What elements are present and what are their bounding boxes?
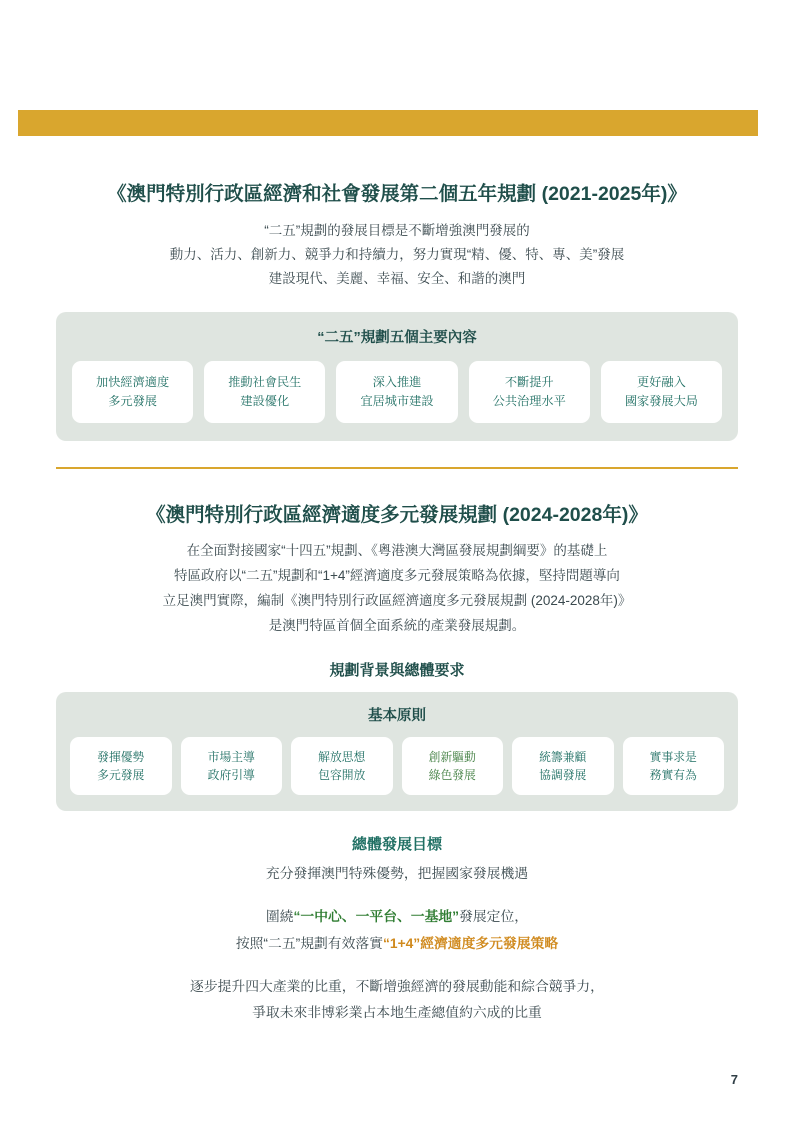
section2-body <box>56 539 738 639</box>
goal-tail-line-2: 爭取未來非博彩業占本地生產總值約六成的比重 <box>252 1004 542 1020</box>
section2-panel-title: 基本原則 <box>368 708 426 724</box>
section1-card-list <box>72 361 722 423</box>
goal-highlight-strategy: “1+4”經濟適度多元發展策略 <box>383 936 559 952</box>
section1-subtitle-line-2: 動力、活力、創新力、競爭力和持續力，努力實現“精、優、特、專、美”發展 <box>169 246 625 262</box>
goal-highlight-line-2 <box>56 930 738 958</box>
card-line: 更好融入 <box>637 375 686 390</box>
card-item <box>402 737 504 795</box>
card-line: 務實有為 <box>649 768 697 782</box>
card-item <box>181 737 283 795</box>
goal-text: 圍繞 <box>265 908 294 924</box>
overall-goal-tail <box>56 974 738 1025</box>
section2-panel <box>56 692 738 811</box>
card-line: 宜居城市建設 <box>360 394 434 409</box>
section-first-five-year-plan <box>56 180 738 441</box>
section2-card-list <box>70 737 724 795</box>
card-item <box>204 361 325 423</box>
card-item <box>336 361 457 423</box>
page-content <box>56 180 738 1025</box>
section2-title: 《澳門特別行政區經濟適度多元發展規劃 (2024-2028年)》 <box>146 504 648 527</box>
card-line: 深入推進 <box>372 375 422 390</box>
card-item <box>469 361 590 423</box>
section-diversification-plan <box>56 499 738 1025</box>
card-line: 公共治理水平 <box>492 394 566 409</box>
card-line: 協調發展 <box>539 768 587 782</box>
section1-subtitle-line-1: “二五”規劃的發展目標是不斷增強澳門發展的 <box>264 223 530 239</box>
section2-body-line-2: 特區政府以“二五”規劃和“1+4”經濟適度多元發展策略為依據，堅持問題導向 <box>174 568 620 584</box>
section1-panel <box>56 312 738 441</box>
section2-body-line-4: 是澳門特區首個全面系統的產業發展規劃。 <box>268 618 526 634</box>
overall-goal-highlights <box>56 903 738 958</box>
card-line: 不斷提升 <box>504 375 554 390</box>
card-item <box>623 737 725 795</box>
card-line: 建設優化 <box>240 394 290 409</box>
card-line: 政府引導 <box>207 768 255 782</box>
goal-text: 按照“二五”規劃有效落實 <box>235 936 383 952</box>
section-divider <box>56 467 738 469</box>
card-line: 發揮優勢 <box>97 749 145 764</box>
section1-subtitle-line-3: 建設現代、美麗、幸福、安全、和諧的澳門 <box>268 270 526 286</box>
card-line: 國家發展大局 <box>624 394 698 409</box>
card-line: 推動社會民生 <box>228 375 302 390</box>
section2-subheading: 規劃背景與總體要求 <box>329 662 465 679</box>
goal-text: 發展定位， <box>459 908 529 924</box>
card-line: 市場主導 <box>207 749 255 764</box>
card-line: 創新驅動 <box>428 749 476 764</box>
card-item <box>70 737 172 795</box>
goal-tail-line-1: 逐步提升四大產業的比重，不斷增強經濟的發展動能和綜合競爭力， <box>190 979 604 995</box>
section2-body-line-1: 在全面對接國家“十四五”規劃、《粵港澳大灣區發展規劃綱要》的基礎上 <box>186 543 608 559</box>
section1-subtitle <box>56 219 738 290</box>
card-line: 多元發展 <box>108 394 157 409</box>
top-accent-bar <box>18 110 758 136</box>
card-line: 統籌兼顧 <box>539 749 587 764</box>
section2-body-line-3: 立足澳門實際，編制《澳門特別行政區經濟適度多元發展規劃 (2024-2028年)》 <box>162 593 632 609</box>
card-item <box>512 737 614 795</box>
goal-highlight-positioning: “一中心、一平台、一基地” <box>293 908 460 924</box>
card-line: 綠色發展 <box>428 768 476 782</box>
card-line: 包容開放 <box>318 768 366 782</box>
card-item <box>72 361 193 423</box>
goal-highlight-line-1 <box>56 903 738 931</box>
card-line: 加快經濟適度 <box>96 375 170 390</box>
card-line: 多元發展 <box>97 768 145 782</box>
card-line: 實事求是 <box>649 749 697 764</box>
card-item <box>291 737 393 795</box>
section1-title: 《澳門特別行政區經濟和社會發展第二個五年規劃 (2021-2025年)》 <box>107 183 687 205</box>
section1-panel-title: “二五”規劃五個主要內容 <box>317 330 477 347</box>
card-line: 解放思想 <box>318 749 366 764</box>
overall-goal-line: 充分發揮澳門特殊優勢，把握國家發展機遇 <box>265 866 529 881</box>
page-number: 7 <box>730 1072 738 1087</box>
card-item <box>601 361 722 423</box>
overall-goal-heading: 總體發展目標 <box>351 836 442 853</box>
